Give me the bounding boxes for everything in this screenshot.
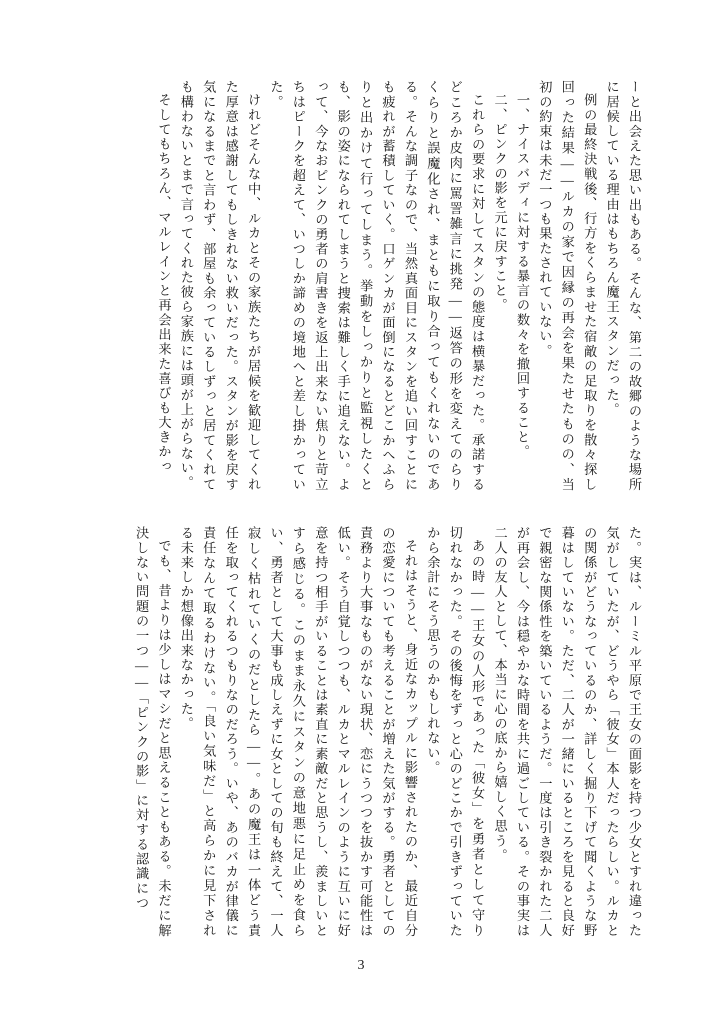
paragraph: けれどそんな中、ルカとその家族たちが居候を歓迎してくれた厚意は感謝してもしきれない救いだった。スタンが影を戻す気になるまでと言わず、部屋も余っているしずっと居てくれても構わないとまで言ってくれた彼ら家族には頭が上がらない。 <box>178 80 262 492</box>
paragraph: それはそうと、身近なカップルに影響されたのか、最近自分の恋愛についても考えることが増えた気がする。勇者としての責務より大事なものがない現状、恋にうつつを抜かす可能性は低い。そう自覚しつつも、ルカとマルレインのように互いに好意を持つ相手がいることは素直に素敵だと思うし、羨ましいとすら感じる。このまま永久にスタンの意地悪に足止めを食らい、勇者として大事も成しえずに女としての旬も終えて、一人寂しく枯れていくのだとしたら——。あの魔王は一体どう責任を取ってくれるつもりなのだろう。いや、あのバカが律儀に責任なんて取るわけない。「良い気味だ」と高らかに見下される未来しか想像出来なかった。 <box>178 526 418 938</box>
paragraph: ーと出会えた思い出もある。そんな、第二の故郷のような場所に居候している理由はもちろん魔王スタンだった。 <box>604 80 642 492</box>
text-block-bottom <box>77 526 645 938</box>
paragraph: た。実は、ルーミル平原で王女の面影を持つ少女とすれ違った気がしていたが、どうやら「彼女」本人だったらしい。ルカとの関係がどうなっているのか、詳しく掘り下げて聞くような野暮はしていない。ただ、二人が一緒にいるところを見ると良好で親密な関係性を築いているようだ。一度は引き裂かれた二人が再会し、今は穏やかな時間を共に過ごしている。その事実は二人の友人として、本当に心の底から嬉しく思う。 <box>492 526 642 938</box>
paragraph: でも、昔よりは少しはマシだと思えることもある。未だに解決しない問題の一つ——「ピンクの影」に対する認識につ <box>134 526 172 938</box>
page-number: 3 <box>357 958 365 973</box>
paragraph-list-item: 二、ピンクの影を元に戻すこと。 <box>492 93 508 313</box>
text-block-top <box>77 80 645 492</box>
paragraph-list-item: 一、ナイスバディに対する暴言の数々を撤回すること。 <box>514 93 530 460</box>
paragraph: これらの要求に対してスタンの態度は横暴だった。承諾するどころか皮肉に罵詈雑言に挑発——返答の形を変えてのらりくらりと誤魔化され、まともに取り合ってもくれないのである。そんな調子なので、当然真面目にスタンを追い回すことにも疲れが蓄積していく。口ゲンカが面倒になるとどこかへふらりと出かけて行ってしまう。挙動をしっかりと監視したくとも、影の姿になられてしまうと捜索は難しく手に追えない。よって、今なおピンクの勇者の肩書きを返上出来ない焦りと苛立ちはピークを超えて、いつしか諦めの境地へと差し掛かっていた。 <box>268 80 486 492</box>
paragraph: 例の最終決戦後、行方をくらませた宿敵の足取りを散々探し回った結果——ルカの家で因縁の再会を果たせたものの、当初の約束は未だ一つも果たされていない。 <box>537 80 598 492</box>
paragraph: あの時——王女の人形であった「彼女」を勇者として守り切れなかった。その後悔をずっと心のどこかで引きずっていたから余計にそう思うのかもしれない。 <box>425 526 486 938</box>
paragraph: そしてもちろん、マルレインと再会出来た喜びも大きかっ <box>156 93 172 475</box>
